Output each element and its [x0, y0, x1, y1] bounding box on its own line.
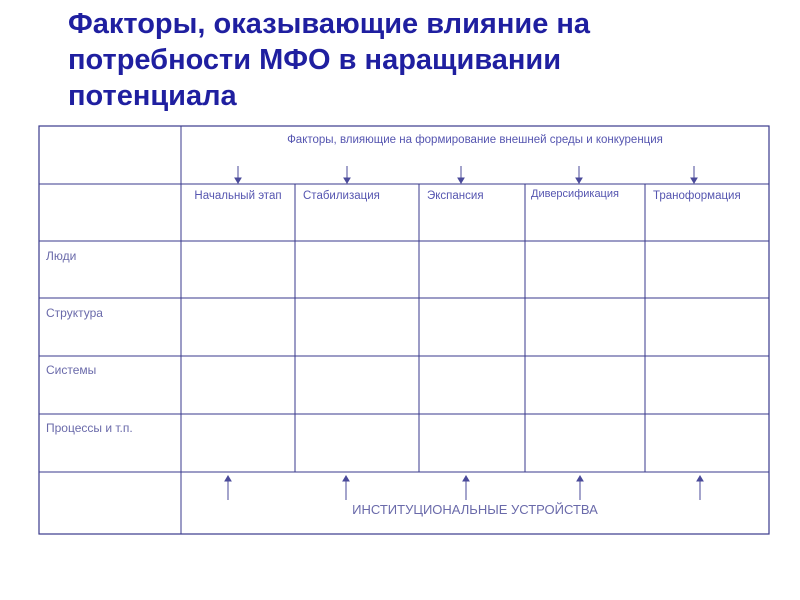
- up-arrow-icon: [577, 476, 583, 500]
- row-label-processes: Процессы и т.п.: [46, 421, 133, 435]
- down-arrow-icon: [576, 166, 582, 183]
- stage-header-transformation: Траноформация: [653, 190, 741, 202]
- table-outer-border: [39, 126, 769, 534]
- up-arrow-icon: [463, 476, 469, 500]
- table-header-text: Факторы, влияющие на формирование внешней среды и конкуренция: [287, 134, 663, 146]
- row-label-people: Люди: [46, 249, 77, 263]
- up-arrow-icon: [697, 476, 703, 500]
- up-arrow-icon: [225, 476, 231, 500]
- title-line-3: потенциала: [68, 80, 237, 112]
- title-line-2: потребности МФО в наращивании: [68, 44, 562, 76]
- title-line-1: Факторы, оказывающие влияние на: [68, 8, 591, 40]
- stage-header-stabilization: Стабилизация: [303, 190, 380, 202]
- row-label-structure: Структура: [46, 306, 103, 320]
- up-arrow-icon: [343, 476, 349, 500]
- institutional-arrangements-label: ИНСТИТУЦИОНАЛЬНЫЕ УСТРОЙСТВА: [352, 502, 598, 517]
- stage-header-expansion: Экспансия: [427, 190, 484, 202]
- row-label-systems: Системы: [46, 363, 97, 377]
- down-arrow-icon: [235, 166, 241, 183]
- stage-header-diversification: Диверсификация: [531, 188, 619, 200]
- down-arrow-icon: [691, 166, 697, 183]
- down-arrow-icon: [344, 166, 350, 183]
- down-arrow-icon: [458, 166, 464, 183]
- stage-header-initial: Начальный этап: [194, 190, 282, 202]
